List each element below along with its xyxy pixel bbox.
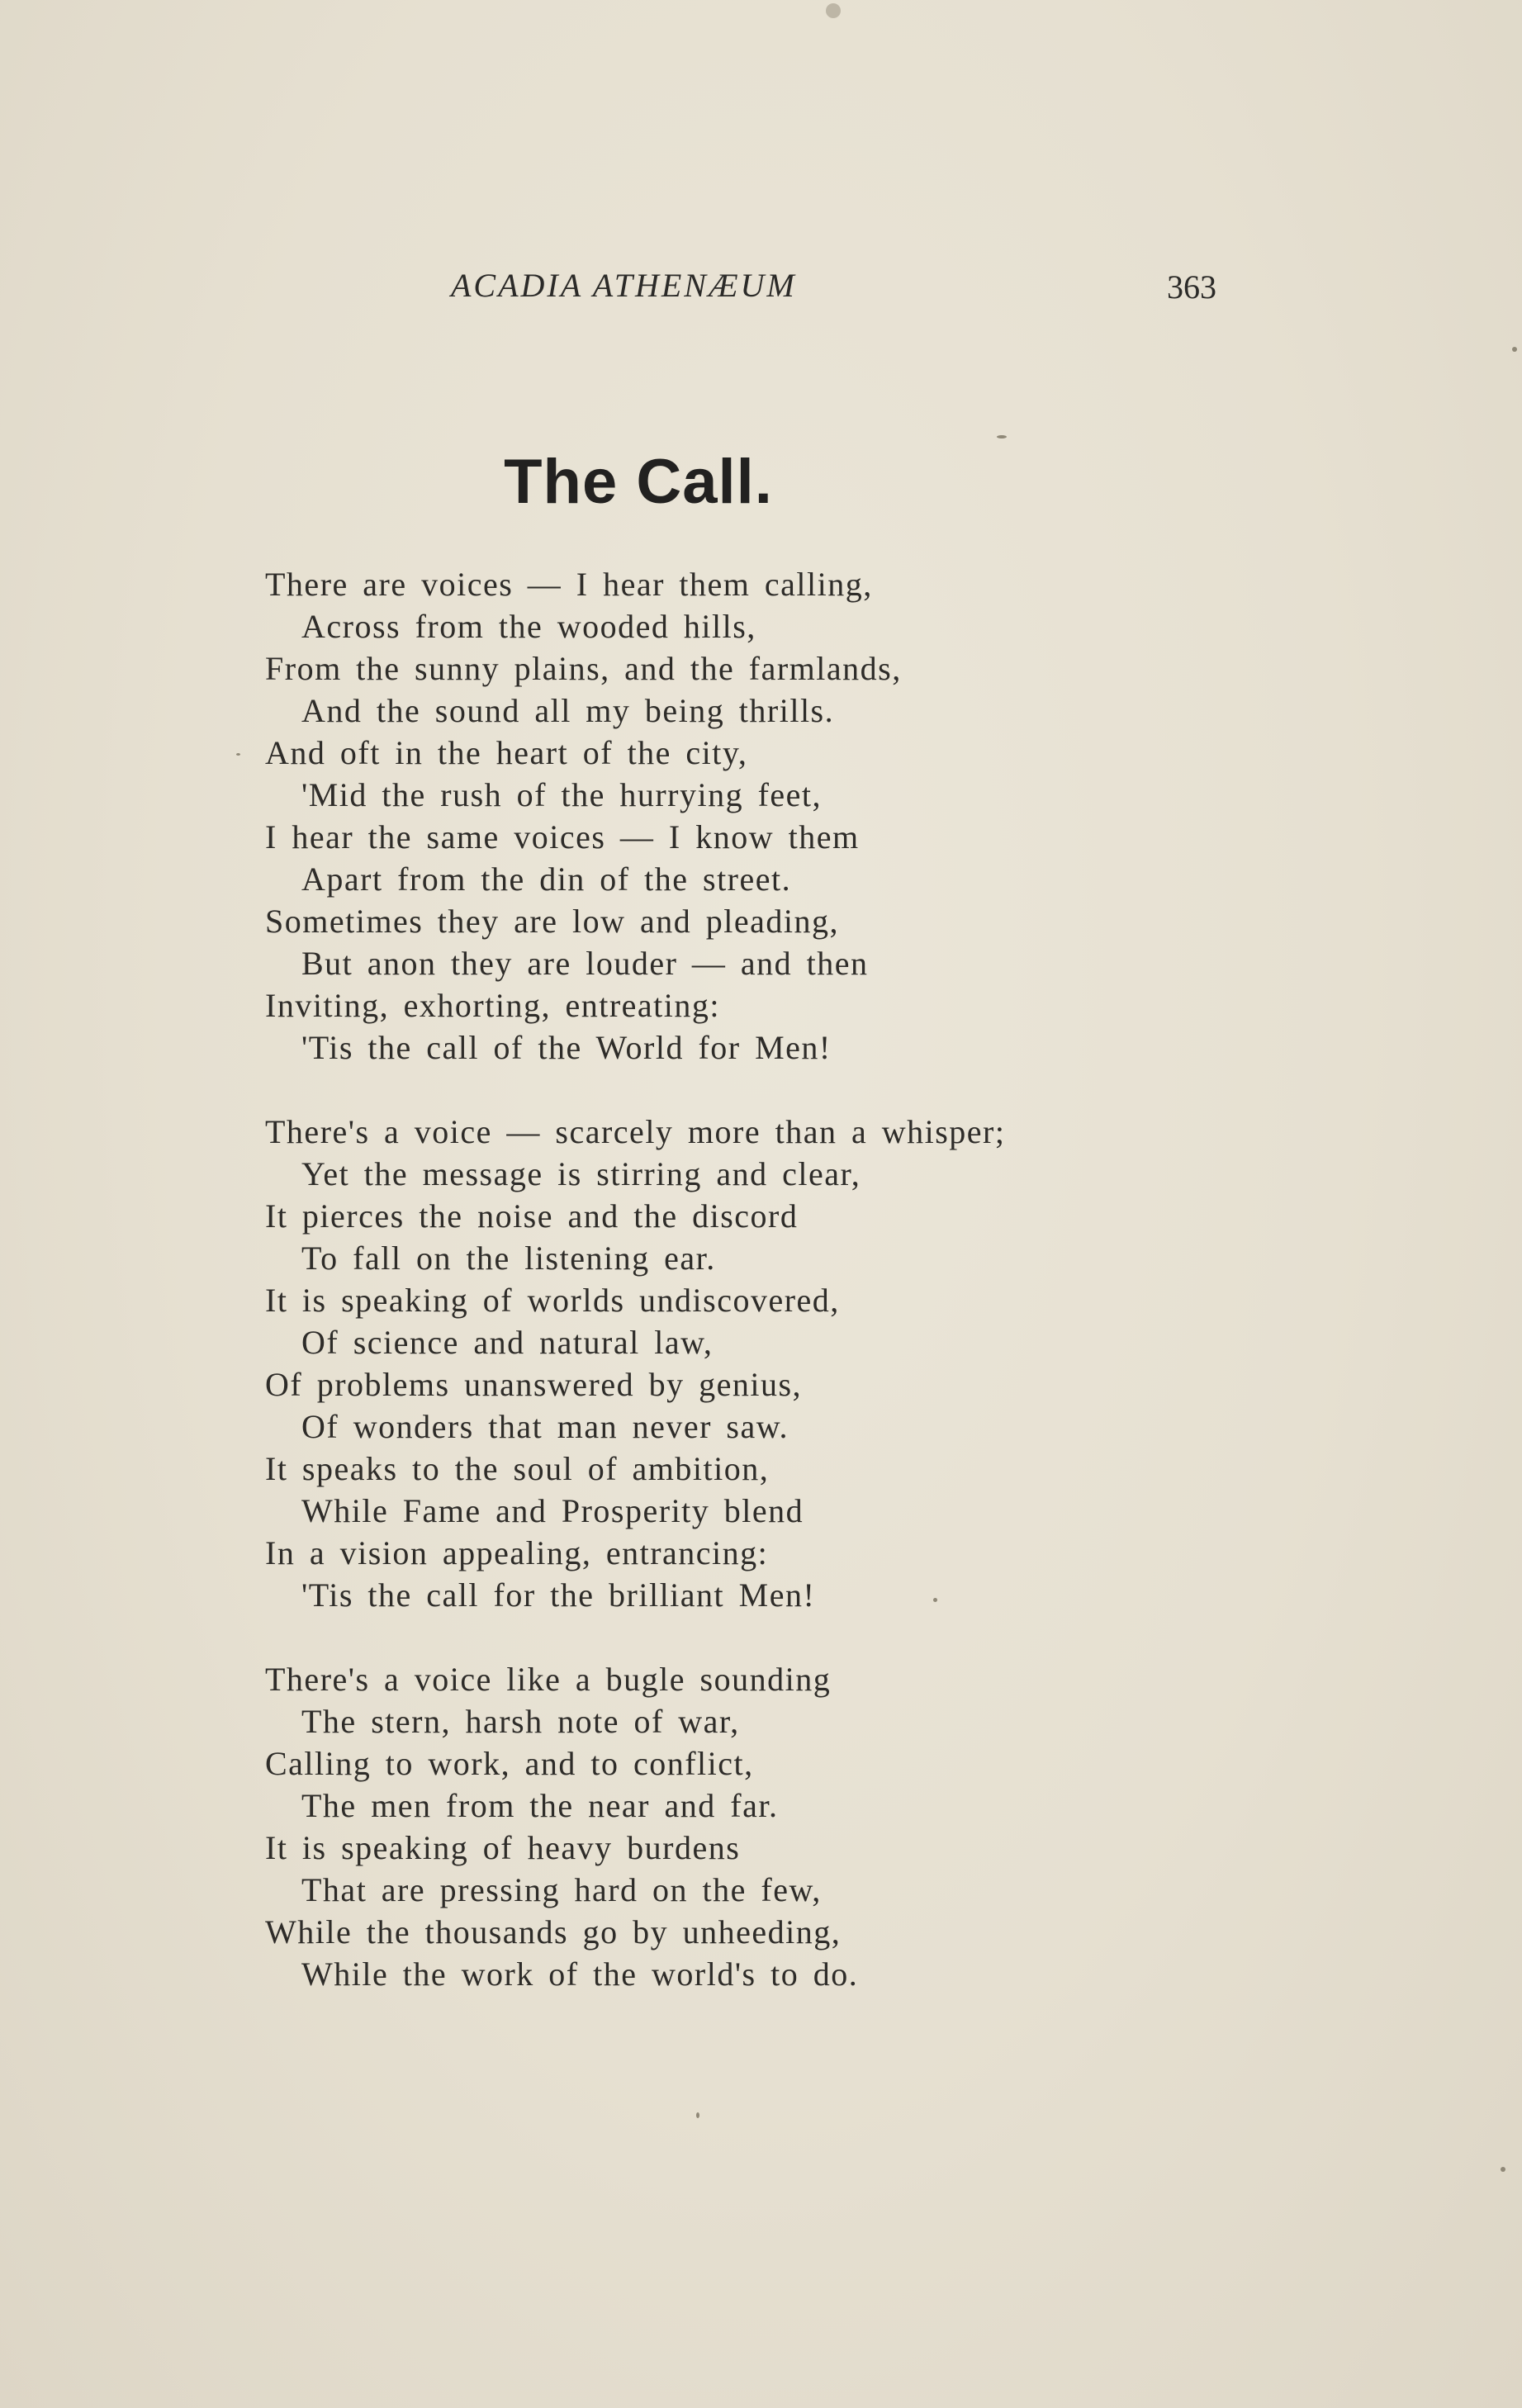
poem-line: That are pressing hard on the few, <box>301 1871 822 1908</box>
poem-line: Of problems unanswered by genius, <box>265 1366 803 1403</box>
poem-line: It speaks to the soul of ambition, <box>265 1450 770 1487</box>
poem-line: Apart from the din of the street. <box>301 860 792 898</box>
paper-speck <box>1501 2167 1505 2172</box>
journal-title: ACADIA ATHENÆUM <box>451 267 797 304</box>
poem-line: Calling to work, and to conflict, <box>265 1745 754 1782</box>
poem-line: There's a voice like a bugle sounding <box>265 1661 832 1698</box>
paper-speck <box>696 2112 699 2118</box>
poem-line: Of science and natural law, <box>301 1324 714 1361</box>
poem-line: 'Mid the rush of the hurrying feet, <box>301 776 823 813</box>
stanza-1 <box>265 563 1421 1069</box>
paper-speck <box>826 3 841 18</box>
poem-line: The men from the near and far. <box>301 1787 779 1824</box>
poem-line: It is speaking of worlds undiscovered, <box>265 1282 840 1319</box>
poem-line: But anon they are louder — and then <box>301 945 869 982</box>
paper-speck <box>236 753 240 756</box>
poem-line: There are voices — I hear them calling, <box>265 566 873 603</box>
poem-line: I hear the same voices — I know them <box>265 818 860 856</box>
poem-line: While the thousands go by unheeding, <box>265 1913 842 1951</box>
poem-line: While the work of the world's to do. <box>301 1955 859 1993</box>
poem-line: To fall on the listening ear. <box>301 1240 716 1277</box>
running-head <box>0 266 1522 315</box>
poem-line: Sometimes they are low and pleading, <box>265 903 839 940</box>
poem-line: Of wonders that man never saw. <box>301 1408 789 1445</box>
poem-body <box>265 563 1421 2037</box>
poem-line: There's a voice — scarcely more than a whisper; <box>265 1113 1006 1150</box>
poem-line: It is speaking of heavy burdens <box>265 1829 741 1866</box>
stanza-3 <box>265 1658 1421 1995</box>
paper-speck <box>997 435 1007 438</box>
poem-line: 'Tis the call of the World for Men! <box>301 1029 832 1066</box>
page-number: 363 <box>1167 268 1216 306</box>
poem-line: Yet the message is stirring and clear, <box>301 1155 861 1192</box>
stanza-2 <box>265 1111 1421 1616</box>
poem-line: It pierces the noise and the discord <box>265 1197 799 1235</box>
poem-line: The stern, harsh note of war, <box>301 1703 740 1740</box>
poem-line: And oft in the heart of the city, <box>265 734 748 771</box>
poem-line: Across from the wooded hills, <box>301 608 756 645</box>
poem-line: 'Tis the call for the brilliant Men! <box>301 1576 816 1614</box>
poem-line: While Fame and Prosperity blend <box>301 1492 804 1529</box>
poem-line: In a vision appealing, entrancing: <box>265 1534 769 1571</box>
poem-line: From the sunny plains, and the farmlands, <box>265 650 902 687</box>
poem-title: The Call. <box>504 447 773 517</box>
poem-line: Inviting, exhorting, entreating: <box>265 987 720 1024</box>
paper-speck <box>1512 347 1517 352</box>
poem-line: And the sound all my being thrills. <box>301 692 835 729</box>
